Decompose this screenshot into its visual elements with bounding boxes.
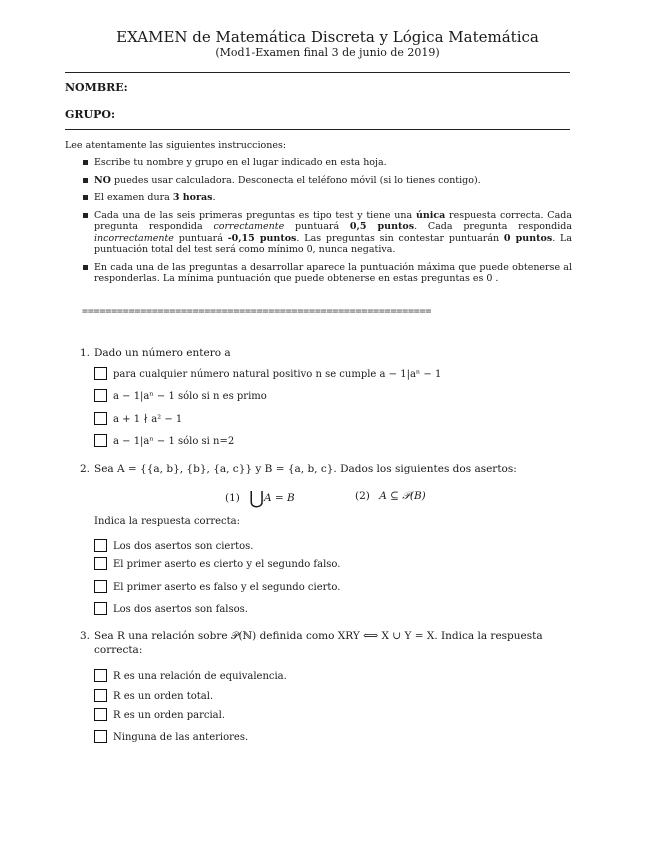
instruction-text: Escribe tu nombre y grupo en el lugar indicado en esta hoja. xyxy=(94,157,387,168)
instruction-text: Cada una de las seis primeras preguntas es tipo test y tiene una xyxy=(94,209,416,221)
instruction-text: 0 puntos xyxy=(503,232,553,244)
q3-text-line-1: Sea R una relación sobre 𝒫(ℕ) definida como XRY ⟺ X ∪ Y = X. Indica la respuesta xyxy=(94,630,543,642)
exam-title: EXAMEN de Matemática Discreta y Lógica Matemática xyxy=(116,28,539,46)
q2-assertion-2 xyxy=(355,490,426,503)
instruction-text: correctamente xyxy=(213,221,285,232)
instruction-text: puedes usar calculadora. Desconecta el teléfono móvil (si lo tienes contigo). xyxy=(110,174,481,186)
instruction-text: puntuará xyxy=(173,232,228,244)
checkbox[interactable] xyxy=(94,412,107,425)
instruction-text: . Cada pregunta respondida xyxy=(414,221,573,232)
checkbox[interactable] xyxy=(94,434,107,447)
q3-option-2[interactable] xyxy=(94,689,213,702)
option-label: R es un orden total. xyxy=(113,691,214,702)
q2-option-1[interactable] xyxy=(94,539,253,552)
q1-option-3[interactable] xyxy=(94,412,182,425)
instruction-text: 0,5 puntos xyxy=(349,221,415,232)
big-union-symbol: ⋃ xyxy=(249,488,264,509)
instruction-text: respuesta correcta. Cada pregunta respondida xyxy=(94,209,572,232)
name-label: NOMBRE: xyxy=(65,81,128,94)
instruction-text: . Las preguntas sin contestar puntuarán xyxy=(296,232,504,244)
q3-option-1[interactable] xyxy=(94,669,287,682)
instruction-item xyxy=(82,262,572,285)
assertion-2-expression: A ⊆ 𝒫(B) xyxy=(379,490,426,502)
instruction-text: . La puntuación total del test será como mínimo 0, nunca negativa. xyxy=(94,232,573,255)
option-label: El primer aserto es falso y el segundo cierto. xyxy=(113,582,341,593)
instruction-item xyxy=(82,210,572,256)
option-label: a + 1 ∤ a² − 1 xyxy=(113,414,183,425)
assertion-2-label: (2) xyxy=(355,490,370,502)
q2-text: Sea A = {{a, b}, {b}, {a, c}} y B = {a, b, c}. Dados los siguientes dos asertos: xyxy=(94,463,517,475)
instruction-text: única xyxy=(415,209,446,221)
instruction-item xyxy=(82,192,572,204)
option-label: Los dos asertos son ciertos. xyxy=(113,541,254,552)
instruction-text: El examen dura xyxy=(94,192,173,203)
checkbox[interactable] xyxy=(94,389,107,402)
q3-option-3[interactable] xyxy=(94,708,225,721)
q2-option-4[interactable] xyxy=(94,602,248,615)
q2-option-2[interactable] xyxy=(94,557,340,570)
q1-text: Dado un número entero a xyxy=(94,347,231,359)
checkbox[interactable] xyxy=(94,602,107,615)
q1-option-1[interactable] xyxy=(94,367,441,380)
group-label: GRUPO: xyxy=(65,108,116,121)
checkbox[interactable] xyxy=(94,367,107,380)
q3-text-line-2: correcta: xyxy=(94,644,143,656)
checkbox[interactable] xyxy=(94,669,107,682)
option-label: a − 1|aⁿ − 1 sólo si n=2 xyxy=(113,436,235,447)
instruction-text: -0,15 puntos xyxy=(227,232,297,244)
checkbox[interactable] xyxy=(94,539,107,552)
q1-number: 1. xyxy=(80,347,91,359)
checkbox[interactable] xyxy=(94,730,107,743)
instructions-list xyxy=(82,157,572,291)
option-label: para cualquier número natural positivo n se cumple a − 1|aⁿ − 1 xyxy=(113,369,442,380)
separator-line: ============================================================ xyxy=(82,306,432,317)
q3-number: 3. xyxy=(80,630,91,642)
instruction-text: En cada una de las preguntas a desarrollar aparece la puntuación máxima que puede obtenerse al responderlas. La mínima puntuación que puede obtenerse en estas preguntas es 0 . xyxy=(94,261,572,284)
checkbox[interactable] xyxy=(94,557,107,570)
option-label: a − 1|aⁿ − 1 sólo si n es primo xyxy=(113,391,267,402)
checkbox[interactable] xyxy=(94,580,107,593)
q3-option-4[interactable] xyxy=(94,730,248,743)
assertion-1-label: (1) xyxy=(225,492,240,504)
option-label: Los dos asertos son falsos. xyxy=(113,604,248,615)
q1-option-4[interactable] xyxy=(94,434,234,447)
option-label: El primer aserto es cierto y el segundo falso. xyxy=(113,559,341,570)
instruction-text: . xyxy=(212,192,216,203)
option-label: Ninguna de las anteriores. xyxy=(113,732,249,743)
q2-option-3[interactable] xyxy=(94,580,340,593)
header-rule xyxy=(65,72,570,73)
q2-assertion-1 xyxy=(225,488,295,509)
instructions-intro: Lee atentamente las siguientes instrucciones: xyxy=(65,140,287,151)
q2-prompt: Indica la respuesta correcta: xyxy=(94,516,241,527)
instruction-text: incorrectamente xyxy=(94,232,174,244)
instruction-item xyxy=(82,175,572,187)
checkbox[interactable] xyxy=(94,689,107,702)
instruction-text: NO xyxy=(94,174,111,186)
q2-number: 2. xyxy=(80,463,91,475)
q1-option-2[interactable] xyxy=(94,389,267,402)
instruction-text: puntuará xyxy=(284,221,350,232)
option-label: R es una relación de equivalencia. xyxy=(113,671,287,682)
instruction-text: 3 horas xyxy=(172,192,213,203)
option-label: R es un orden parcial. xyxy=(113,710,226,721)
assertion-1-expression: A = B xyxy=(263,492,295,504)
exam-subtitle: (Mod1-Examen final 3 de junio de 2019) xyxy=(215,46,440,59)
fields-rule xyxy=(65,129,570,130)
instruction-item xyxy=(82,157,572,169)
checkbox[interactable] xyxy=(94,708,107,721)
